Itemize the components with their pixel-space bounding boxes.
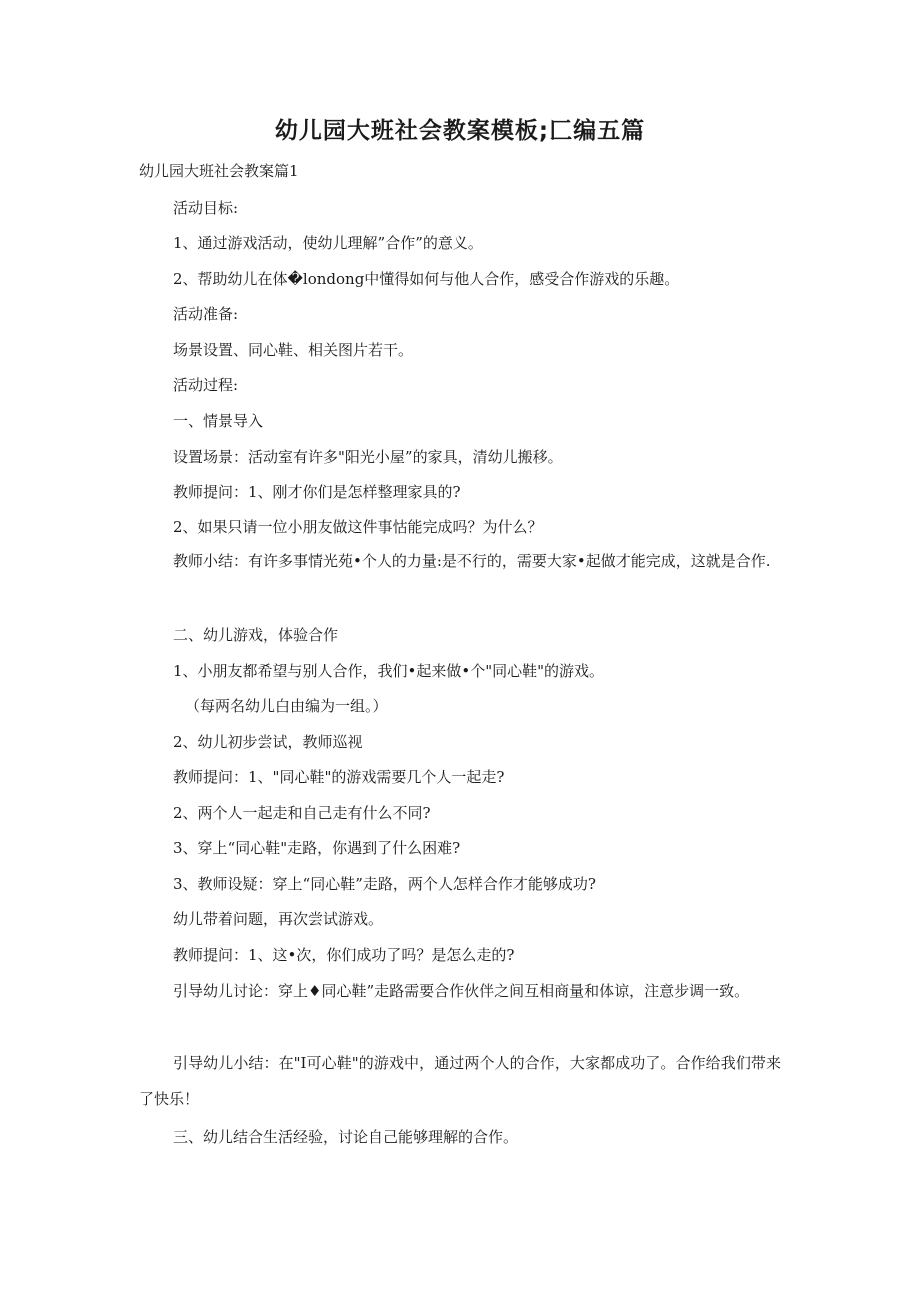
text-line: 活动过程: [173, 376, 239, 394]
text-line: 二、幼儿游戏，体验合作 [173, 626, 339, 644]
text-line: 1、小朋友都希望与别人合作，我们•起来做•个"同心鞋"的游戏。 [173, 662, 605, 680]
text-line: 1、通过游戏活动，使幼儿理解”合作”的意义。 [173, 234, 483, 252]
text-line: 教师提问：1、刚才你们是怎样整理家具的? [173, 483, 461, 501]
text-line: 3、教师设疑：穿上“同心鞋”走路，两个人怎样合作才能够成功? [173, 875, 596, 893]
text-line: 一、情景导入 [173, 412, 264, 430]
text-line: 活动准备: [173, 305, 239, 323]
text-line: 教师提问：1、"同心鞋"的游戏需要几个人一起走? [173, 768, 505, 786]
text-line: 2、如果只请一位小朋友做这件事怙能完成吗？为什么？ [173, 518, 543, 536]
text-line: 幼儿带着问题，再次尝试游戏。 [173, 910, 384, 928]
paragraph: 引导幼儿讨论：穿上♦同心鞋”走路需要合作伙伴之间互相商量和体谅，注意步调一致。 [173, 982, 750, 1000]
text-line: 设置场景：活动室有许多"阳光小屋”的家具，清幼儿搬移。 [173, 448, 563, 466]
text-line: 2、帮助幼儿在体�londong中懂得如何与他人合作，感受合作游戏的乐趣。 [173, 270, 680, 288]
paragraph: 教师小结：有许多事情光苑•个人的力量:是不行的，需要大家•起做才能完成，这就是合作. [173, 552, 771, 570]
text-line: 活动目标: [173, 199, 239, 217]
text-line: 三、幼儿结合生活经验，讨论自己能够理解的合作。 [173, 1128, 519, 1146]
document-title: 幼儿园大班社会教案模板;匚编五篇 [274, 118, 646, 144]
text-line: 2、两个人一起走和自己走有什么不同? [173, 804, 431, 822]
text-line: 3、穿上“同心鞋"走路，你遇到了什么困难? [173, 839, 461, 857]
text-line: （每两名幼儿白由编为一组。） [185, 697, 388, 715]
paragraph: 引导幼儿小结：在"I可心鞋"的游戏中，通过两个人的合作，大家都成功了。合作给我们带来了快乐！ [139, 1054, 781, 1108]
text-line: 教师提问：1、这•次，你们成功了吗？是怎么走的? [173, 946, 515, 964]
section-heading: 幼儿园大班社会教案篇1 [139, 162, 299, 180]
text-line: 2、幼儿初步尝试，教师巡视 [173, 733, 363, 751]
text-line: 场景设置、同心鞋、相关图片若干。 [173, 341, 414, 359]
